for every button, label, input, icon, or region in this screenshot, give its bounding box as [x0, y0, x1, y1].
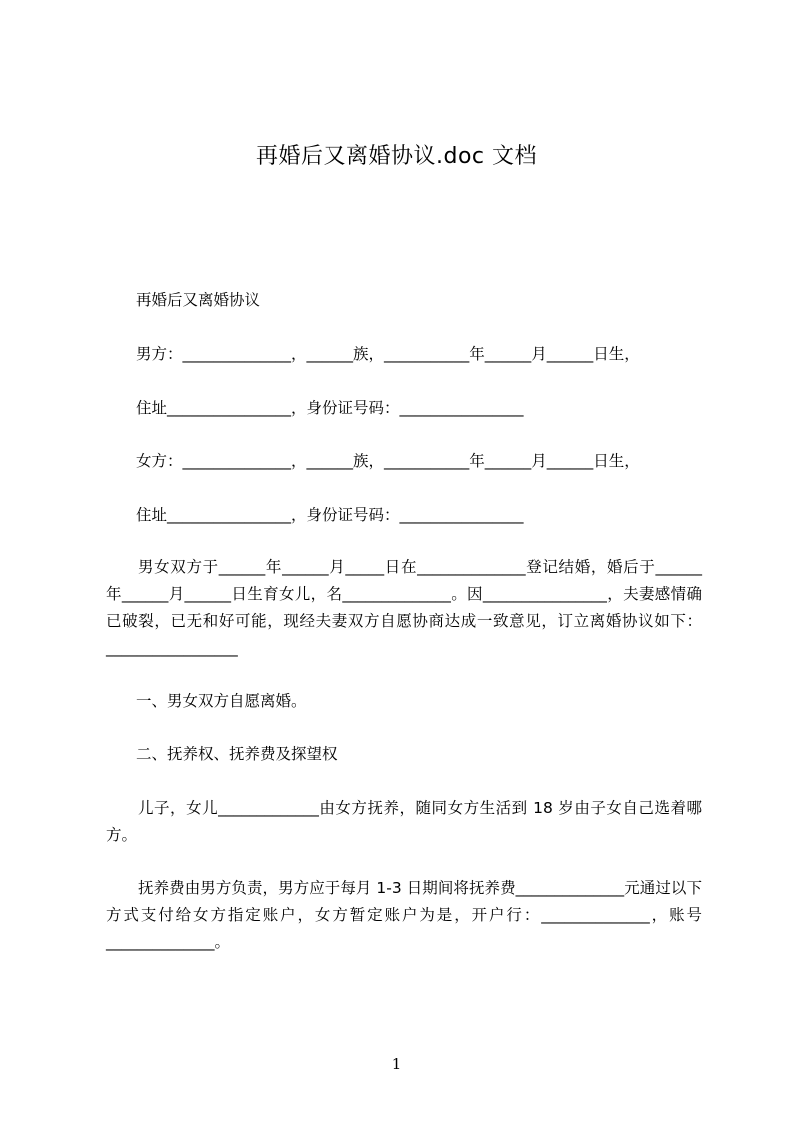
section-two-heading: 二、抚养权、抚养费及探望权 — [136, 745, 338, 763]
page-number: 1 — [391, 1055, 402, 1073]
male-address-line: 住址________________，身份证号码：________________ — [136, 399, 524, 417]
document-title: 再婚后又离婚协议.doc 文档 — [255, 144, 537, 169]
female-info-line: 女方：______________，______族，___________年______月______日生， — [136, 452, 640, 470]
agreement-heading: 再婚后又离婚协议 — [136, 291, 261, 309]
female-address-line: 住址________________，身份证号码：________________ — [136, 506, 524, 524]
support-paragraph: 抚养费由男方负责，男方应于每月 1-3 日期间将抚养费______________元通过以下方式支付给女方指定账户，女方暂定账户为是，开户行：______________，账号______________。 — [106, 879, 702, 951]
section-one-line: 一、男女双方自愿离婚。 — [136, 692, 307, 710]
male-info-line: 男方：______________，______族，___________年______月______日生， — [136, 345, 640, 363]
custody-paragraph: 儿子，女儿_____________由女方抚养，随同女方生活到 18 岁由子女自己选着哪方。 — [106, 799, 702, 844]
intro-paragraph: 男女双方于______年______月_____日在______________登记结婚，婚后于______年______月______日生育女儿，名______________。因________________，夫妻感情确已破裂，已无和好可能，现经夫妻双方自愿协商达成一致意见，订立离婚协议如下：_________________ — [106, 558, 702, 657]
